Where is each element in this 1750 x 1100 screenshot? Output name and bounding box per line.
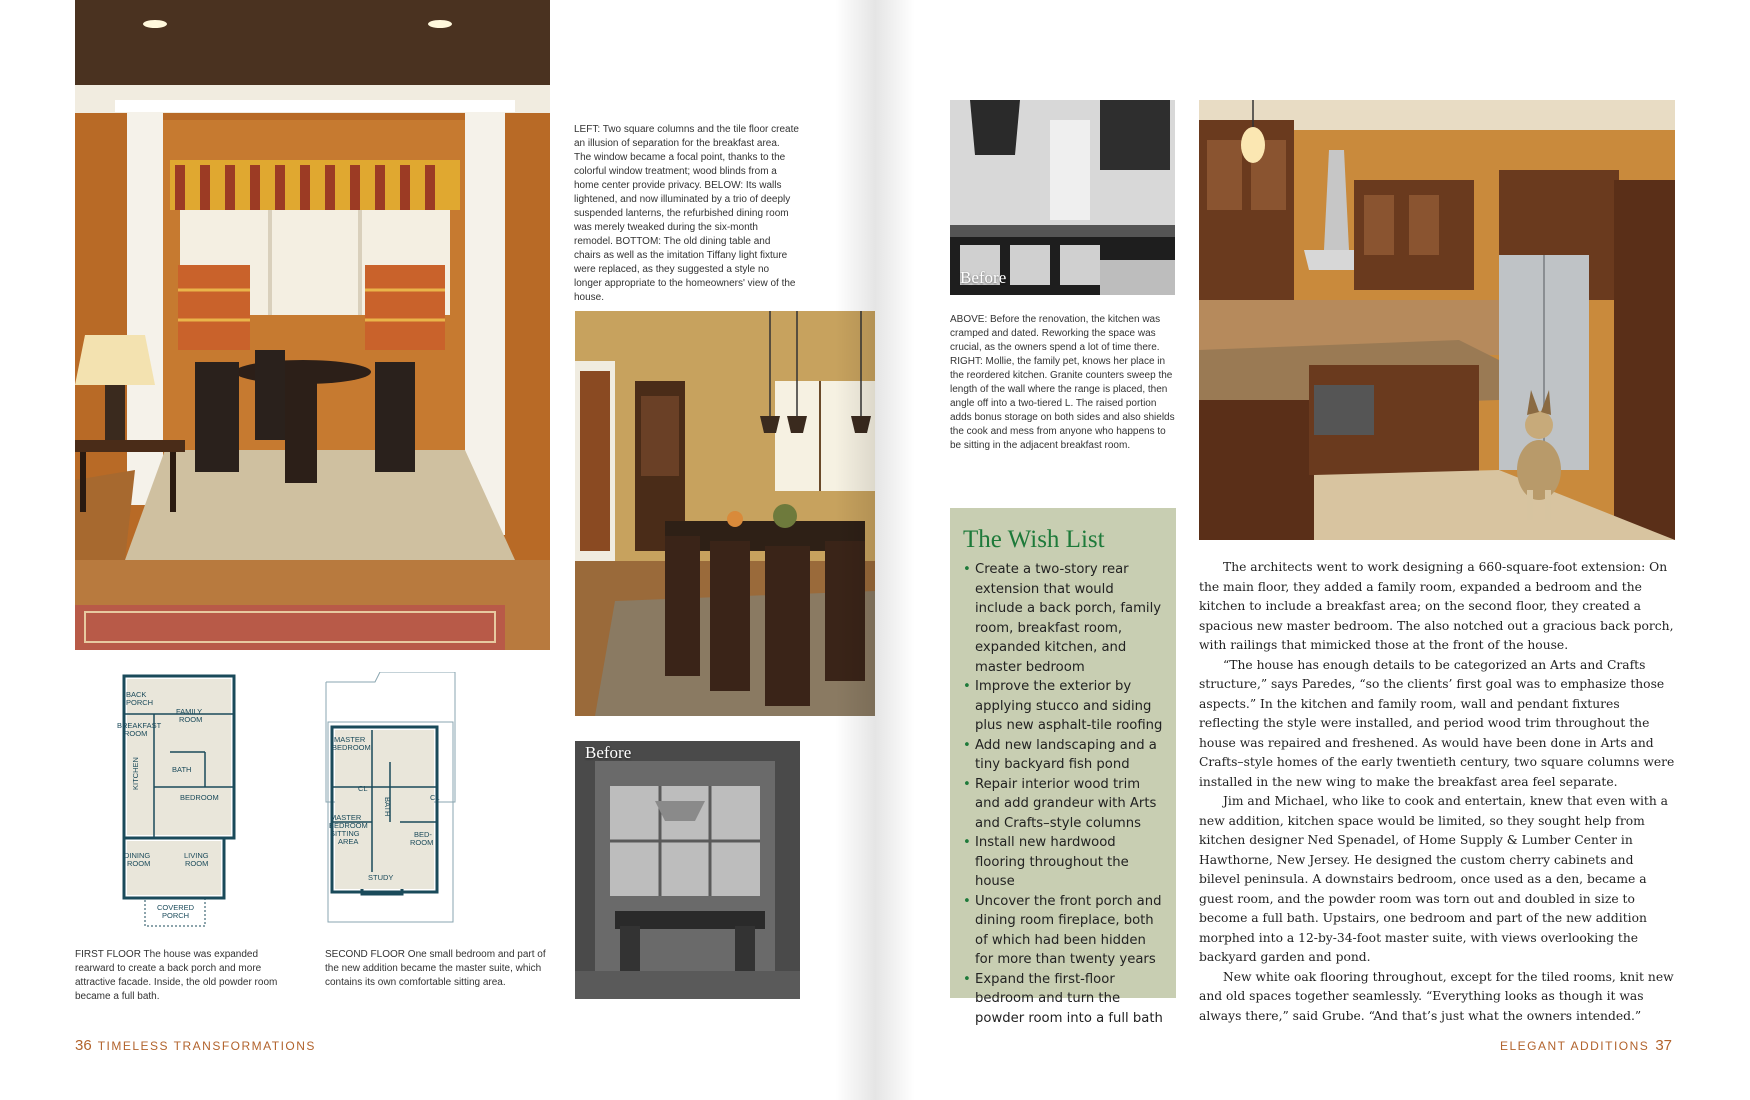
kitchen-photo	[1199, 100, 1675, 540]
first-floor-caption	[75, 948, 295, 1004]
plan1-label-dining-room: ROOM	[127, 859, 151, 868]
wish-list-title: The Wish List	[963, 526, 1105, 553]
plan2-label-bed: BED-	[414, 830, 432, 839]
article-body	[1199, 558, 1675, 1026]
left-gutter-shadow	[835, 0, 875, 1100]
right-page-number: 37	[1655, 1037, 1672, 1054]
wish-list-item: • Create a two-story rear extension that would include a back porch, family room, breakfast room, expanded kitchen, and master bedroom	[963, 562, 1162, 675]
plan2-label-cl-2: CL	[430, 793, 440, 802]
wish-list	[963, 560, 1164, 1028]
plan2-label-bath: BATH	[383, 797, 392, 817]
plan2-label-sitting-area: AREA	[338, 837, 359, 846]
plan2-label-sitting-master: MASTER	[330, 813, 362, 822]
plan2-label-study: STUDY	[368, 873, 394, 882]
wish-list-item-text: Improve the exterior by applying stucco and siding plus new asphalt-tile roofing	[975, 679, 1163, 733]
right-folio	[1500, 1037, 1678, 1054]
plan1-label-back: BACK	[126, 690, 147, 699]
wish-list-item: • Install new hardwood flooring throughout the house	[963, 835, 1129, 889]
wish-list-item: • Improve the exterior by applying stucco and siding plus new asphalt-tile roofing	[963, 679, 1163, 733]
wish-list-item: • Expand the first-floor bedroom and turn the powder room into a full bath	[963, 971, 1163, 1026]
plan1-label-bedroom: BEDROOM	[180, 793, 219, 802]
wish-list-item: • Uncover the front porch and dining room fireplace, both of which had been hidden for more than twenty years	[963, 893, 1162, 967]
left-page-number: 36	[75, 1037, 92, 1054]
plan2-label-cl: CL	[358, 784, 368, 793]
second-floor-plan	[320, 672, 460, 932]
plan2-label-sitting: SITTING	[330, 829, 360, 838]
wish-list-item-text: Expand the first-floor bedroom and turn the powder room into a full bath	[975, 971, 1163, 1026]
right-section-title: ELEGANT ADDITIONS	[1500, 1039, 1650, 1053]
first-floor-plan	[110, 672, 245, 932]
wish-list-item-text: Install new hardwood flooring throughout the house	[975, 835, 1129, 889]
kitchen-before-label: Before	[960, 268, 1007, 287]
plan1-label-breakfast: BREAKFAST	[117, 721, 162, 730]
wish-list-item: • Repair interior wood trim and add grandeur with Arts and Crafts–style columns	[963, 776, 1157, 831]
wish-list-box	[950, 508, 1176, 1026]
plan1-label-covered-porch: PORCH	[162, 911, 190, 920]
plan1-label-family: FAMILY	[176, 707, 203, 716]
right-gutter-shadow	[875, 0, 915, 1100]
plan2-label-master-bedroom: BEDROOM	[332, 743, 371, 752]
dining-caption-text: LEFT: Two square columns and the tile floor create an illusion of separation for the breakfast area. The window became a focal point, thanks to the colorful window treatment; wood blinds from a home center provide privacy. BELOW: Its walls lightened, and now illuminated by a trio of deeply suspended lanterns, the refurbished dining room was merely tweaked during the six-month remodel. BOTTOM: The old dining table and chairs as well as the imitation Tiffany light fixture were replaced, as they suggested a style no longer appropriate to the homeowners' view of the house.	[574, 124, 799, 303]
plan2-label-sitting-bedroom: BEDROOM	[329, 821, 368, 830]
plan1-label-breakfast-room: ROOM	[124, 729, 148, 738]
article-paragraph: “The house has enough details to be categorized an Arts and Crafts structure,” says Paredes, “so the clients’ first goal was to emphasize those aspects.” In the kitchen and family room, wall and pendant fixtures reflecting the style were installed, and period wood trim throughout the house was repaired and freshened. As would have been done in Arts and Crafts–style homes of the early twentieth century, two square columns were installed in the new wing to make the breakfast area feel separate.	[1199, 657, 1675, 789]
plan1-label-porch: PORCH	[126, 698, 154, 707]
first-floor-caption-text: FIRST FLOOR The house was expanded rearward to create a back porch and more attractive facade. Inside, the old powder room became a full bath.	[75, 949, 278, 1002]
kitchen-before-photo	[950, 100, 1175, 295]
plan2-label-master: MASTER	[334, 735, 366, 744]
left-section-title: TIMELESS TRANSFORMATIONS	[97, 1039, 316, 1053]
second-floor-caption-text: SECOND FLOOR One small bedroom and part of the new addition became the master suite, which contains its own comfortable sitting area.	[325, 949, 546, 988]
second-floor-caption	[325, 948, 550, 990]
article-paragraph: Jim and Michael, who like to cook and entertain, knew that even with a new addition, kitchen space would be limited, so they sought help from kitchen designer Ned Spenadel, of Home Supply & Lumber Center in Hawthorne, New Jersey. He designed the custom cherry cabinets and bilevel peninsula. A downstairs bedroom, once used as a den, became a guest room, and the powder room was torn out and doubled in size to become a full bath. Upstairs, one bedroom and part of the new addition morphed into a 12-by-34-foot master suite, with views overlooking the backyard garden and pond.	[1199, 794, 1669, 964]
plan1-label-living-room: ROOM	[185, 859, 209, 868]
kitchen-caption	[950, 313, 1175, 453]
wish-list-item-text: Create a two-story rear extension that would include a back porch, family room, breakfast room, expanded kitchen, and master bedroom	[975, 562, 1162, 675]
dining-caption	[574, 123, 799, 305]
wish-list-item-text: Add new landscaping and a tiny backyard fish pond	[975, 737, 1157, 772]
plan1-label-family-room: ROOM	[179, 715, 203, 724]
right-page	[875, 0, 1750, 1100]
plan1-label-covered: COVERED	[157, 903, 195, 912]
dining-before-label: Before	[585, 743, 632, 762]
wish-list-item-text: Repair interior wood trim and add grandeur with Arts and Crafts–style columns	[975, 776, 1157, 831]
plan1-label-dining: DINING	[124, 851, 151, 860]
plan1-label-living: LIVING	[184, 851, 209, 860]
plan2-label-bed-room: ROOM	[410, 838, 434, 847]
article-paragraph: New white oak flooring throughout, except for the tiled rooms, knit new and old spaces together seamlessly. “Everything looks as though it was always there,” said Grube. “And that’s just what the owners intended.”	[1199, 969, 1674, 1023]
wish-list-item-text: Uncover the front porch and dining room fireplace, both of which had been hidden for more than twenty years	[975, 893, 1162, 967]
plan1-label-kitchen: KITCHEN	[131, 757, 140, 790]
plan1-label-bath: BATH	[172, 765, 192, 774]
dining-before-photo	[575, 741, 800, 999]
dining-room-photo	[575, 311, 875, 716]
wish-list-item: • Add new landscaping and a tiny backyard fish pond	[963, 737, 1157, 772]
left-folio	[69, 1037, 316, 1054]
kitchen-caption-text: ABOVE: Before the renovation, the kitchen was cramped and dated. Reworking the space was crucial, as the owners spend a lot of time there. RIGHT: Mollie, the family pet, knows her place in the reordered kitchen. Granite counters sweep the length of the wall where the range is placed, then angle off into a two-tiered L. The raised portion adds bonus storage on both sides and also shields the cook and mess from anyone who happens to be sitting in the adjacent breakfast room.	[950, 314, 1175, 451]
article-paragraph: The architects went to work designing a 660-square-foot extension: On the main floor, they added a family room, expanded a bedroom and the kitchen to include a breakfast area; on the second floor, they created a spacious new master bedroom. The also notched out a gracious back porch, with railings that mimicked those at the front of the house.	[1199, 560, 1674, 652]
breakfast-room-photo	[75, 0, 550, 650]
